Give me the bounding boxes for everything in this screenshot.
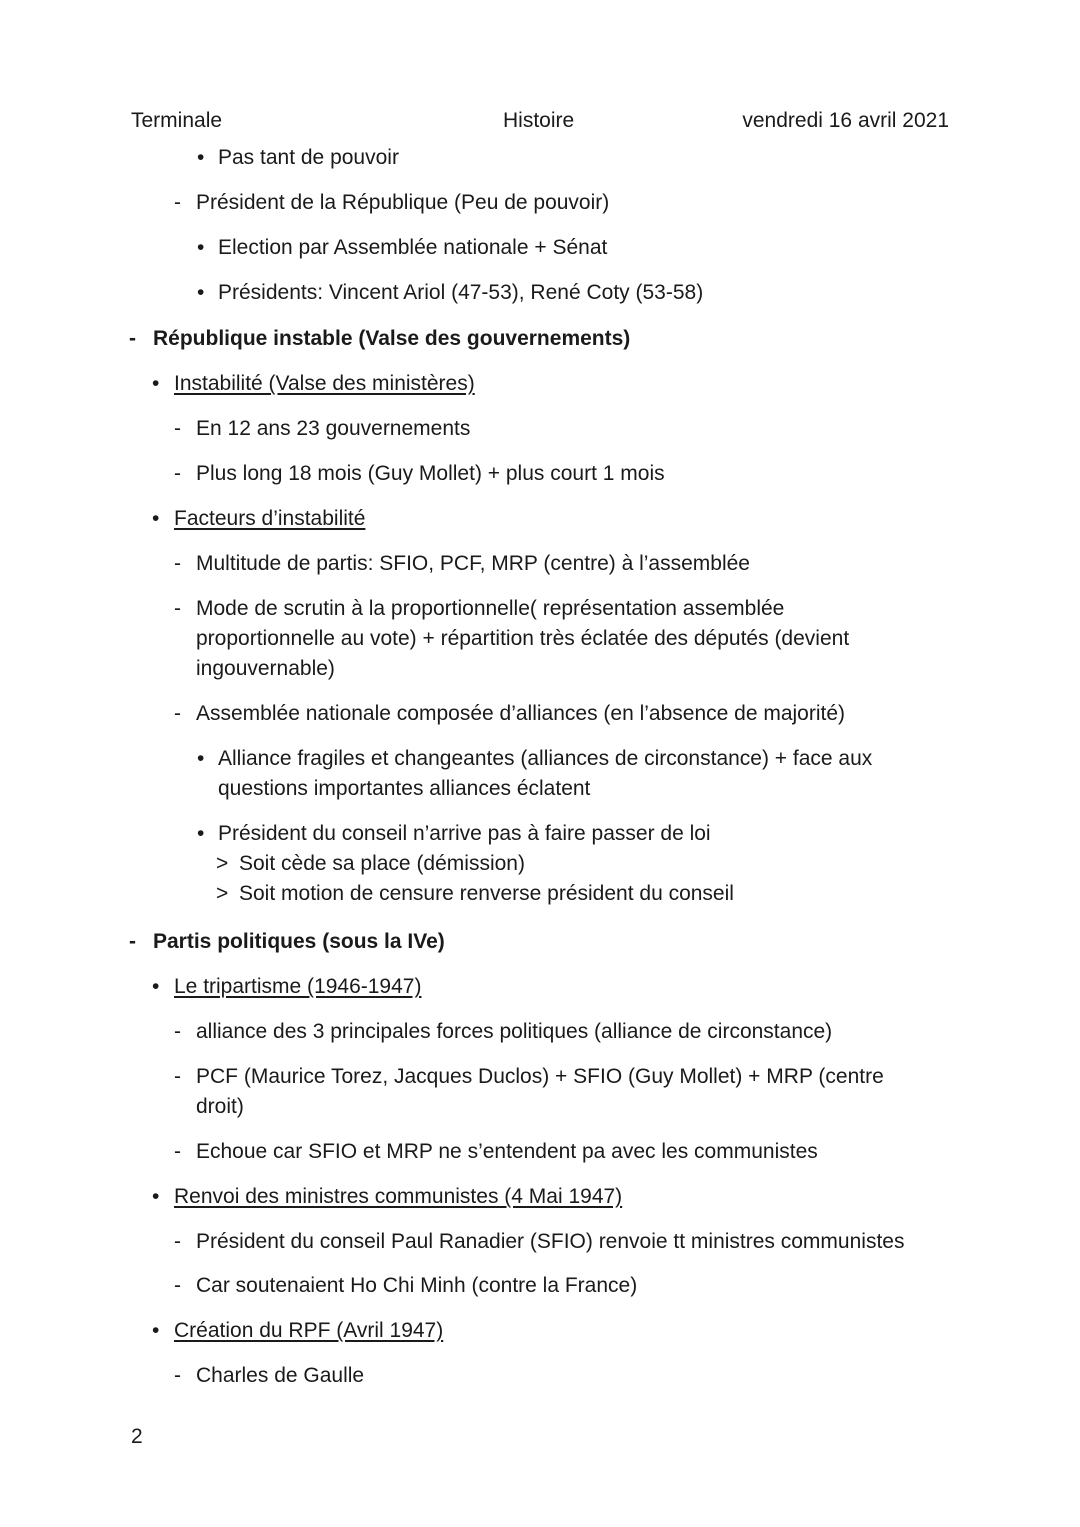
list-item-text: Charles de Gaulle: [196, 1364, 365, 1387]
list-item-text: Multitude de partis: SFIO, PCF, MRP (centre) à l’assemblée: [196, 552, 750, 575]
subsection-heading: [174, 1182, 622, 1212]
list-item-text: Pas tant de pouvoir: [218, 146, 399, 169]
dash-icon: -: [174, 552, 181, 575]
list-item: [218, 744, 918, 804]
list-item-text: Soit cède sa place (démission): [239, 852, 525, 875]
list-item: [196, 594, 901, 684]
bullet-icon: •: [152, 507, 160, 530]
subsection-heading: [174, 972, 421, 1002]
list-item: [196, 1062, 916, 1122]
list-item: [218, 819, 711, 849]
list-item-text: Instabilité (Valse des ministères): [174, 372, 475, 395]
section-heading: [153, 927, 445, 957]
dash-icon: -: [174, 1230, 181, 1253]
list-item: [196, 188, 609, 218]
list-item: [196, 699, 845, 729]
dash-icon: -: [174, 417, 181, 440]
page-header: [131, 106, 949, 136]
list-item: [196, 414, 470, 444]
list-item: [196, 1137, 818, 1167]
list-item-text: Président du conseil Paul Ranadier (SFIO) renvoie tt ministres communistes: [196, 1230, 905, 1253]
dash-icon: -: [174, 597, 181, 620]
bullet-icon: •: [152, 975, 160, 998]
bullet-icon: •: [197, 281, 205, 304]
list-item: [218, 278, 703, 308]
list-item-text: Le tripartisme (1946-1947): [174, 975, 422, 998]
list-item: [239, 849, 525, 879]
bullet-icon: •: [197, 236, 205, 259]
list-item: [196, 549, 750, 579]
dash-icon: -: [174, 1020, 181, 1043]
list-item-text: Car soutenaient Ho Chi Minh (contre la France): [196, 1274, 638, 1297]
list-item: [239, 879, 734, 909]
section-heading: [153, 324, 630, 354]
list-item-text: alliance des 3 principales forces politiques (alliance de circonstance): [196, 1020, 833, 1043]
list-item-text: Création du RPF (Avril 1947): [174, 1319, 444, 1342]
bullet-icon: •: [197, 146, 205, 169]
list-item: [196, 1361, 364, 1391]
dash-icon: -: [174, 191, 181, 214]
list-item: [196, 1271, 637, 1301]
bullet-icon: •: [197, 747, 205, 770]
list-item-text: PCF (Maurice Torez, Jacques Duclos) + SFIO (Guy Mollet) + MRP (centre droit): [196, 1065, 884, 1118]
subsection-heading: [174, 369, 475, 399]
subsection-heading: [174, 1316, 443, 1346]
dash-icon: -: [174, 1065, 181, 1088]
list-item-text: Renvoi des ministres communistes (4 Mai 1947): [174, 1185, 623, 1208]
list-item: [196, 1227, 904, 1257]
list-item-text: Facteurs d’instabilité: [174, 507, 366, 530]
header-date: vendredi 16 avril 2021: [742, 109, 949, 132]
list-item-text: Assemblée nationale composée d’alliances (en l’absence de majorité): [196, 702, 846, 725]
dash-icon: -: [129, 930, 136, 953]
dash-icon: -: [129, 327, 136, 350]
list-item-text: Mode de scrutin à la proportionnelle( représentation assemblée proportionnelle au vote) + répartition très éclatée des députés (devient ingouvernable): [196, 597, 850, 680]
list-item: [196, 1017, 832, 1047]
list-item-text: Président de la République (Peu de pouvoir): [196, 191, 610, 214]
list-item-text: Soit motion de censure renverse président du conseil: [239, 882, 734, 905]
dash-icon: -: [174, 1364, 181, 1387]
list-item-text: République instable (Valse des gouvernements): [153, 327, 631, 350]
header-class: Terminale: [131, 109, 223, 132]
list-item-text: Partis politiques (sous la IVe): [153, 930, 445, 953]
list-item: [196, 459, 665, 489]
list-item-text: Présidents: Vincent Ariol (47-53), René Coty (53-58): [218, 281, 704, 304]
bullet-icon: •: [152, 372, 160, 395]
dash-icon: -: [174, 1274, 181, 1297]
list-item-text: Plus long 18 mois (Guy Mollet) + plus court 1 mois: [196, 462, 665, 485]
dash-icon: -: [174, 462, 181, 485]
bullet-icon: •: [152, 1319, 160, 1342]
list-item-text: Président du conseil n’arrive pas à faire passer de loi: [218, 822, 711, 845]
list-item-text: Election par Assemblée nationale + Sénat: [218, 236, 608, 259]
arrow-icon: >: [216, 852, 229, 875]
list-item: [218, 233, 607, 263]
list-item: [218, 143, 399, 173]
list-item-text: En 12 ans 23 gouvernements: [196, 417, 471, 440]
list-item-text: Alliance fragiles et changeantes (alliances de circonstance) + face aux questions importantes alliances éclatent: [218, 747, 873, 800]
arrow-icon: >: [216, 882, 229, 905]
list-item-text: Echoue car SFIO et MRP ne s’entendent pa avec les communistes: [196, 1140, 818, 1163]
subsection-heading: [174, 504, 365, 534]
dash-icon: -: [174, 1140, 181, 1163]
bullet-icon: •: [197, 822, 205, 845]
dash-icon: -: [174, 702, 181, 725]
header-subject: Histoire: [503, 109, 575, 132]
page-number: 2: [131, 1425, 143, 1448]
bullet-icon: •: [152, 1185, 160, 1208]
